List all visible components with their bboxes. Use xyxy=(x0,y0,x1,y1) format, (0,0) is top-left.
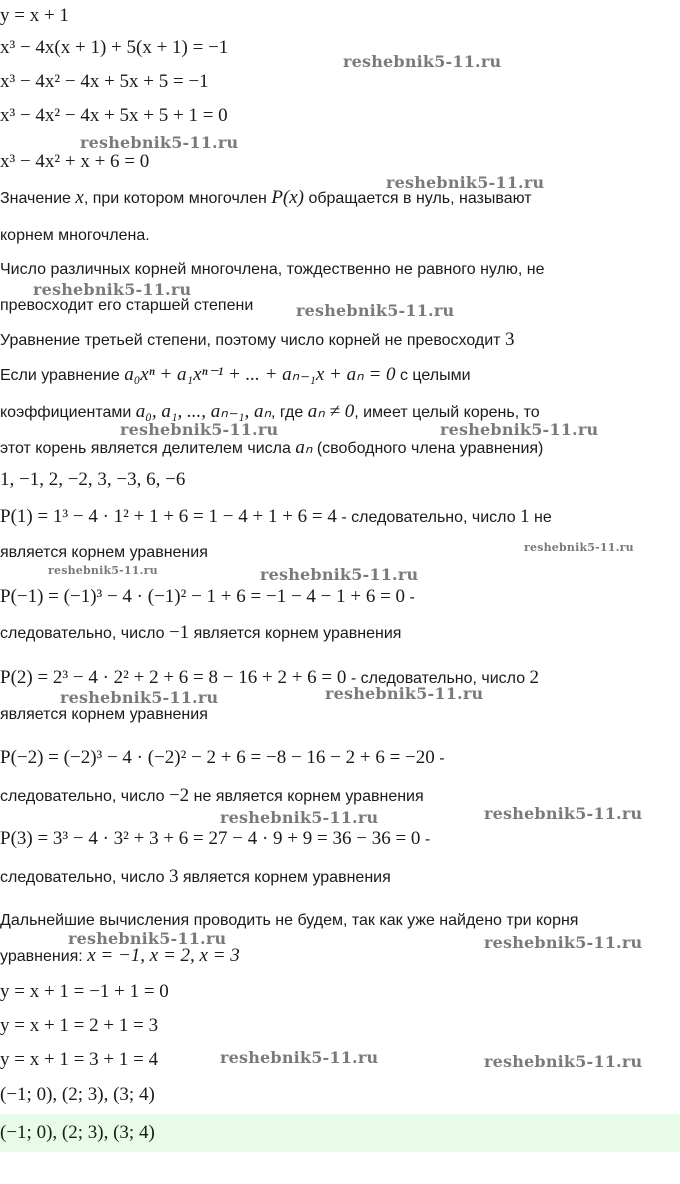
watermark: reshebnik5-11.ru xyxy=(524,541,634,554)
text-line: является корнем уравнения xyxy=(0,706,208,723)
text-span: является корнем уравнения xyxy=(189,625,402,642)
text-span: является корнем уравнения xyxy=(178,869,391,886)
answer-line: (−1; 0), (2; 3), (3; 4) xyxy=(0,1122,155,1143)
text-line xyxy=(0,867,391,888)
math-span: 1 xyxy=(520,506,530,527)
pairs-line: (−1; 0), (2; 3), (3; 4) xyxy=(0,1084,155,1105)
math-span: a₀, a₁, ..., aₙ₋₁, aₙ xyxy=(135,401,272,422)
text-span: - xyxy=(405,589,415,606)
watermark: reshebnik5-11.ru xyxy=(440,420,599,439)
text-span: - следовательно, число xyxy=(336,509,521,526)
text-line: корнем многочлена. xyxy=(0,227,150,244)
equation-line: x³ − 4x² − 4x + 5x + 5 = −1 xyxy=(0,71,209,92)
text-span: , при котором многочлен xyxy=(83,190,272,207)
text-span: уравнения: xyxy=(0,948,88,965)
watermark: reshebnik5-11.ru xyxy=(33,280,192,299)
watermark: reshebnik5-11.ru xyxy=(60,688,219,707)
text-span: этот корень является делителем числа xyxy=(0,440,296,457)
math-span: P(1) = 1³ − 4 · 1² + 1 + 6 = 1 − 4 + 1 + 6 = 4 xyxy=(0,506,337,527)
watermark: reshebnik5-11.ru xyxy=(325,684,484,703)
math-span: 3 xyxy=(168,866,179,887)
text-span: следовательно, число xyxy=(0,788,169,805)
text-line: превосходит его старшей степени xyxy=(0,297,254,314)
math-span: P(3) = 3³ − 4 · 3² + 3 + 6 = 27 − 4 · 9 + 9 = 36 − 36 = 0 xyxy=(0,828,421,849)
watermark: reshebnik5-11.ru xyxy=(48,564,158,577)
text-span: не является корнем уравнения xyxy=(189,788,424,805)
text-span: (свободного члена уравнения) xyxy=(312,440,544,457)
text-span: - xyxy=(434,750,445,767)
watermark: reshebnik5-11.ru xyxy=(343,52,502,71)
text-line xyxy=(0,507,552,528)
math-span: P(2) = 2³ − 4 · 2² + 2 + 6 = 8 − 16 + 2 + 6 = 0 xyxy=(0,667,347,688)
text-line xyxy=(0,946,240,967)
equation-line: x³ − 4x² − 4x + 5x + 5 + 1 = 0 xyxy=(0,105,228,126)
math-span: x = −1, x = 2, x = 3 xyxy=(87,945,240,966)
watermark: reshebnik5-11.ru xyxy=(120,420,279,439)
watermark: reshebnik5-11.ru xyxy=(484,804,643,823)
text-span: следовательно, число xyxy=(0,625,169,642)
divisors-line: 1, −1, 2, −2, 3, −3, 6, −6 xyxy=(0,469,186,490)
equation-line: y = x + 1 = 3 + 1 = 4 xyxy=(0,1049,159,1070)
equation-line: y = x + 1 = 2 + 1 = 3 xyxy=(0,1015,159,1036)
text-line xyxy=(0,587,415,608)
watermark: reshebnik5-11.ru xyxy=(80,133,239,152)
math-span: P(x) xyxy=(271,187,305,208)
watermark: reshebnik5-11.ru xyxy=(484,933,643,952)
text-span: Если уравнение xyxy=(0,367,125,384)
text-line: Дальнейшие вычисления проводить не будем, так как уже найдено три корня xyxy=(0,912,579,929)
text-span: коэффициентами xyxy=(0,404,136,421)
watermark: reshebnik5-11.ru xyxy=(220,808,379,827)
math-span: P(−1) = (−1)³ − 4 · (−1)² − 1 + 6 = −1 − 4 − 1 + 6 = 0 xyxy=(0,586,406,607)
watermark: reshebnik5-11.ru xyxy=(296,301,455,320)
text-span: Значение xyxy=(0,190,76,207)
text-line: является корнем уравнения xyxy=(0,544,208,561)
equation-line: x³ − 4x² + x + 6 = 0 xyxy=(0,151,150,172)
text-span: обращается в нуль, называют xyxy=(304,190,532,207)
text-span: Уравнение третьей степени, поэтому число корней не превосходит xyxy=(0,332,505,349)
watermark: reshebnik5-11.ru xyxy=(260,565,419,584)
text-span: не xyxy=(529,509,552,526)
math-span: 3 xyxy=(504,329,515,350)
text-span: с целыми xyxy=(395,367,471,384)
text-line xyxy=(0,330,514,351)
math-span: P(−2) = (−2)³ − 4 · (−2)² − 2 + 6 = −8 − 16 − 2 + 6 = −20 xyxy=(0,747,435,768)
watermark: reshebnik5-11.ru xyxy=(68,929,227,948)
text-line xyxy=(0,829,430,850)
watermark: reshebnik5-11.ru xyxy=(386,173,545,192)
text-span: , где xyxy=(271,404,308,421)
math-span: aₙ xyxy=(295,437,313,458)
text-line xyxy=(0,365,471,386)
equation-line: y = x + 1 xyxy=(0,5,69,26)
math-span: aₙ ≠ 0 xyxy=(307,401,355,422)
watermark: reshebnik5-11.ru xyxy=(220,1048,379,1067)
watermark: reshebnik5-11.ru xyxy=(484,1052,643,1071)
math-span: x xyxy=(75,187,84,208)
text-span: следовательно, число xyxy=(0,869,169,886)
text-span: - следовательно, число xyxy=(346,670,530,687)
text-span: - xyxy=(420,831,431,848)
text-line xyxy=(0,623,401,644)
text-line: Число различных корней многочлена, тождественно не равного нулю, не xyxy=(0,261,545,278)
text-span: , имеет целый корень, то xyxy=(354,404,540,421)
text-line xyxy=(0,748,445,769)
text-line xyxy=(0,786,424,807)
equation-line: y = x + 1 = −1 + 1 = 0 xyxy=(0,981,169,1002)
equation-line: x³ − 4x(x + 1) + 5(x + 1) = −1 xyxy=(0,37,229,58)
math-span: −1 xyxy=(168,622,190,643)
math-span: a₀xⁿ + a₁xⁿ⁻¹ + ... + aₙ₋₁x + aₙ = 0 xyxy=(124,364,396,385)
math-span: 2 xyxy=(529,667,540,688)
text-line xyxy=(0,438,543,459)
math-span: −2 xyxy=(168,785,190,806)
